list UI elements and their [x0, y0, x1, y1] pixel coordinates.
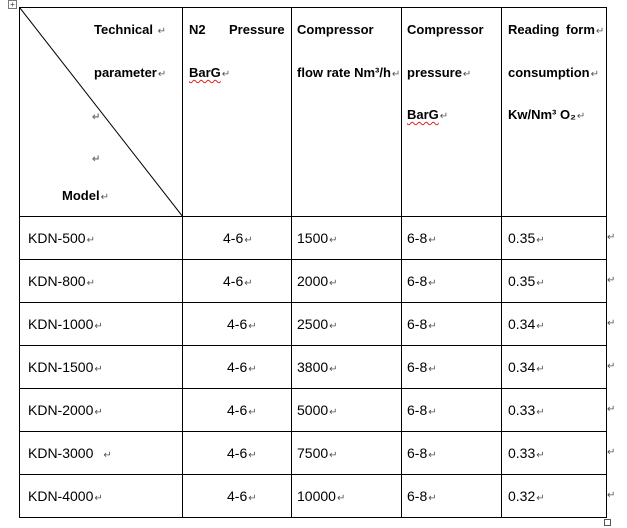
n2-value: 4-6: [227, 359, 248, 375]
pressure-value: 6-8: [407, 359, 428, 375]
header-barg: BarG: [189, 65, 221, 80]
paragraph-mark: ↵: [86, 278, 95, 289]
n2-cell: [183, 217, 292, 260]
n2-value: 4-6: [223, 230, 244, 246]
paragraph-mark: ↵: [94, 321, 103, 332]
flow-cell: [292, 475, 402, 518]
paragraph-mark: ↵: [248, 407, 257, 418]
header-parameter: parameter: [94, 65, 157, 80]
model-value: KDN-1500: [28, 359, 94, 375]
flow-value: 5000: [297, 402, 329, 418]
reading-cell: [502, 346, 607, 389]
flow-cell: [292, 217, 402, 260]
header-barg-2: BarG: [407, 107, 439, 122]
paragraph-mark: ↵: [536, 235, 545, 246]
header-row: [20, 8, 607, 217]
pressure-cell: [402, 303, 502, 346]
n2-cell: [183, 260, 292, 303]
paragraph-mark: ↵: [248, 364, 257, 375]
model-cell: [20, 432, 183, 475]
flow-cell: [292, 303, 402, 346]
header-reading-consumption: [502, 8, 607, 217]
paragraph-mark: ↵: [428, 364, 437, 375]
pressure-cell: [402, 475, 502, 518]
table-row: [20, 260, 607, 303]
header-compressor-flow: [292, 8, 402, 217]
pressure-value: 6-8: [407, 273, 428, 289]
model-value: KDN-4000: [28, 488, 94, 504]
row-end-mark: ↵: [607, 361, 616, 372]
paragraph-mark: ↵: [94, 407, 103, 418]
table-row: [20, 303, 607, 346]
row-end-mark: ↵: [607, 318, 616, 329]
paragraph-mark: ↵: [329, 321, 338, 332]
header-model: Model: [62, 188, 100, 203]
paragraph-mark: ↵: [329, 407, 338, 418]
model-value: KDN-2000: [28, 402, 94, 418]
n2-cell: [183, 346, 292, 389]
paragraph-mark: ↵: [329, 364, 338, 375]
paragraph-mark: ↵: [590, 69, 599, 80]
flow-value: 2500: [297, 316, 329, 332]
n2-cell: [183, 303, 292, 346]
pressure-value: 6-8: [407, 488, 428, 504]
paragraph-mark: ↵: [248, 493, 257, 504]
model-value: KDN-800: [28, 273, 86, 289]
flow-value: 7500: [297, 445, 329, 461]
header-pressure: pressure: [407, 65, 462, 80]
flow-cell: [292, 432, 402, 475]
spec-table: [19, 7, 607, 518]
paragraph-mark: ↵: [248, 321, 257, 332]
row-end-mark: ↵: [607, 404, 616, 415]
paragraph-mark: ↵: [103, 450, 112, 461]
model-cell: [20, 303, 183, 346]
paragraph-mark: ↵: [94, 493, 103, 504]
pressure-cell: [402, 432, 502, 475]
table-row: [20, 346, 607, 389]
reading-cell: [502, 432, 607, 475]
paragraph-mark: ↵: [536, 278, 545, 289]
paragraph-mark: ↵: [329, 278, 338, 289]
n2-value: 4-6: [223, 273, 244, 289]
reading-value: 0.32: [508, 488, 536, 504]
row-end-mark: ↵: [607, 275, 616, 286]
paragraph-mark: ↵: [428, 493, 437, 504]
flow-value: 1500: [297, 230, 329, 246]
n2-value: 4-6: [227, 445, 248, 461]
reading-cell: [502, 260, 607, 303]
pressure-cell: [402, 217, 502, 260]
header-flow-rate: flow rate Nm³/h: [297, 65, 391, 80]
flow-cell: [292, 260, 402, 303]
header-pressure-label: Pressure: [229, 22, 285, 37]
flow-value: 3800: [297, 359, 329, 375]
diagonal-line: [20, 8, 183, 217]
paragraph-mark: ↵: [336, 493, 346, 504]
paragraph-mark: ↵: [221, 69, 231, 80]
n2-cell: [183, 475, 292, 518]
table-move-handle[interactable]: +: [8, 0, 17, 9]
pressure-cell: [402, 346, 502, 389]
paragraph-mark: ↵: [536, 407, 545, 418]
n2-value: 4-6: [227, 488, 248, 504]
paragraph-mark: ↵: [536, 450, 545, 461]
row-end-mark: ↵: [607, 232, 616, 243]
reading-value: 0.35: [508, 230, 536, 246]
table-resize-handle[interactable]: [604, 519, 611, 526]
reading-value: 0.33: [508, 445, 536, 461]
n2-cell: [183, 389, 292, 432]
reading-value: 0.33: [508, 402, 536, 418]
model-cell: [20, 217, 183, 260]
reading-value: 0.35: [508, 273, 536, 289]
header-form: form: [566, 22, 595, 37]
reading-value: 0.34: [508, 316, 536, 332]
model-cell: [20, 389, 183, 432]
reading-cell: [502, 303, 607, 346]
paragraph-mark: ↵: [157, 26, 167, 37]
row-end-mark: ↵: [607, 447, 616, 458]
reading-value: 0.34: [508, 359, 536, 375]
paragraph-mark: ↵: [157, 69, 167, 80]
model-cell: [20, 260, 183, 303]
model-cell: [20, 475, 183, 518]
paragraph-mark: ↵: [428, 235, 437, 246]
paragraph-mark: ↵: [428, 321, 437, 332]
pressure-cell: [402, 260, 502, 303]
reading-cell: [502, 217, 607, 260]
paragraph-mark: ↵: [92, 154, 101, 165]
paragraph-mark: ↵: [100, 192, 109, 203]
flow-value: 10000: [297, 488, 336, 504]
reading-cell: [502, 475, 607, 518]
paragraph-mark: ↵: [462, 69, 472, 80]
paragraph-mark: ↵: [329, 450, 338, 461]
paragraph-mark: ↵: [86, 235, 95, 246]
diagonal-header-cell: [20, 8, 183, 217]
header-compressor-2: Compressor: [407, 22, 484, 37]
flow-value: 2000: [297, 273, 329, 289]
model-value: KDN-3000: [28, 445, 94, 461]
n2-cell: [183, 432, 292, 475]
table-row: [20, 389, 607, 432]
pressure-value: 6-8: [407, 230, 428, 246]
pressure-value: 6-8: [407, 445, 428, 461]
paragraph-mark: ↵: [428, 407, 437, 418]
model-cell: [20, 346, 183, 389]
paragraph-mark: ↵: [391, 69, 401, 80]
table-row: [20, 217, 607, 260]
header-reading: Reading: [508, 22, 560, 37]
row-end-mark: ↵: [607, 490, 616, 501]
paragraph-mark: ↵: [244, 278, 253, 289]
header-technical: Technical: [94, 22, 154, 37]
paragraph-mark: ↵: [248, 450, 257, 461]
paragraph-mark: ↵: [244, 235, 253, 246]
flow-cell: [292, 346, 402, 389]
paragraph-mark: ↵: [94, 364, 103, 375]
paragraph-mark: ↵: [428, 450, 437, 461]
paragraph-mark: ↵: [536, 493, 545, 504]
table-row: [20, 475, 607, 518]
paragraph-mark: ↵: [439, 111, 449, 122]
reading-cell: [502, 389, 607, 432]
header-compressor: Compressor: [297, 22, 374, 37]
pressure-value: 6-8: [407, 316, 428, 332]
paragraph-mark: ↵: [595, 26, 605, 37]
flow-cell: [292, 389, 402, 432]
model-value: KDN-1000: [28, 316, 94, 332]
paragraph-mark: ↵: [329, 235, 338, 246]
header-n2-label: N2: [189, 22, 206, 37]
n2-value: 4-6: [227, 402, 248, 418]
n2-value: 4-6: [227, 316, 248, 332]
paragraph-mark: ↵: [536, 321, 545, 332]
paragraph-mark: ↵: [92, 112, 101, 123]
pressure-value: 6-8: [407, 402, 428, 418]
header-unit: Kw/Nm³ O₂: [508, 107, 576, 122]
header-n2-pressure: [183, 8, 292, 217]
paragraph-mark: ↵: [428, 278, 437, 289]
header-consumption: consumption: [508, 65, 590, 80]
model-value: KDN-500: [28, 230, 86, 246]
table-row: [20, 432, 607, 475]
paragraph-mark: ↵: [536, 364, 545, 375]
paragraph-mark: ↵: [576, 111, 586, 122]
pressure-cell: [402, 389, 502, 432]
header-compressor-pressure: [402, 8, 502, 217]
